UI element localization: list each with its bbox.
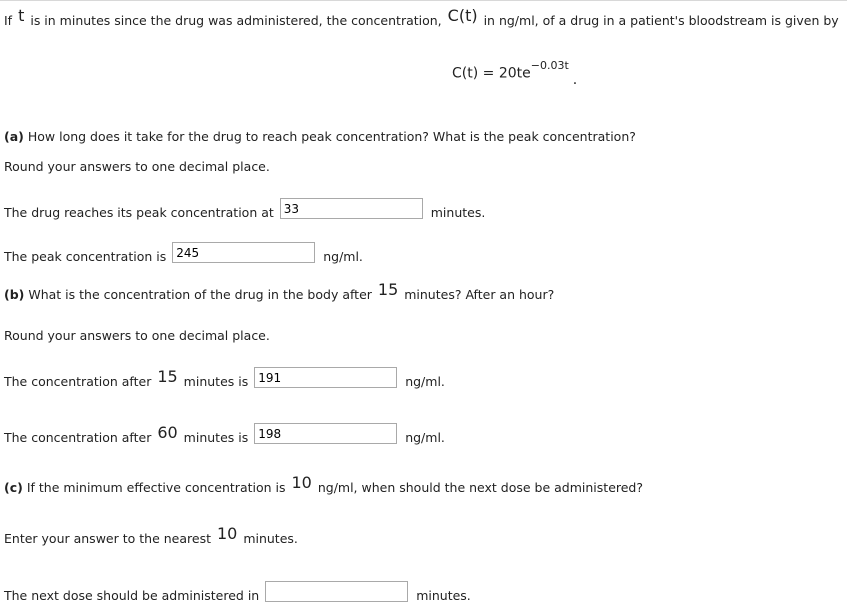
next-dose-input[interactable] xyxy=(265,581,408,602)
intro-line xyxy=(4,6,839,29)
formula-period: . xyxy=(572,71,578,88)
part-c-question-pre: If the minimum effective concentration is xyxy=(26,480,286,495)
part-b-round-note: Round your answers to one decimal place. xyxy=(4,328,270,343)
peak-time-unit: minutes. xyxy=(430,205,486,220)
part-c-question xyxy=(4,473,644,496)
part-c-label: (c) xyxy=(4,480,23,495)
intro-ct: C(t) xyxy=(447,6,478,25)
conc-15-pre: The concentration after xyxy=(4,374,152,389)
nearest-post: minutes. xyxy=(243,531,298,546)
intro-t-variable: t xyxy=(18,6,25,25)
top-divider xyxy=(0,0,847,1)
nearest-pre: Enter your answer to the nearest xyxy=(4,531,211,546)
next-dose-row xyxy=(4,586,471,607)
part-a-round-note: Round your answers to one decimal place. xyxy=(4,159,270,174)
intro-prefix: If xyxy=(4,13,13,28)
concentration-formula xyxy=(452,59,578,88)
part-b-minutes: 15 xyxy=(377,280,399,299)
part-a-question-text: How long does it take for the drug to reach peak concentration? What is the peak concentration? xyxy=(27,129,636,144)
peak-time-input[interactable] xyxy=(280,198,423,219)
formula-exponent: −0.03t xyxy=(530,59,569,72)
peak-conc-row xyxy=(4,247,363,268)
part-b-question-post: minutes? After an hour? xyxy=(404,287,555,302)
next-dose-unit: minutes. xyxy=(416,588,471,603)
part-a-label: (a) xyxy=(4,129,24,144)
formula-lhs: C(t) = 20te xyxy=(452,65,531,82)
next-dose-label: The next dose should be administered in xyxy=(4,588,260,603)
part-c-question-post: ng/ml, when should the next dose be administered? xyxy=(317,480,644,495)
peak-conc-label: The peak concentration is xyxy=(4,249,167,264)
peak-time-row xyxy=(4,203,485,224)
peak-conc-unit: ng/ml. xyxy=(323,249,363,264)
part-b-label: (b) xyxy=(4,287,25,302)
intro-text-2: in ng/ml, of a drug in a patient's bloodstream is given by xyxy=(483,13,839,28)
conc-15-row xyxy=(4,367,445,393)
conc-15-minutes: 15 xyxy=(157,367,178,386)
conc-60-unit: ng/ml. xyxy=(405,430,445,445)
peak-conc-input[interactable] xyxy=(172,242,315,263)
conc-60-pre: The concentration after xyxy=(4,430,152,445)
conc-60-input[interactable] xyxy=(254,423,397,444)
conc-60-mid: minutes is xyxy=(183,430,249,445)
part-b-question xyxy=(4,280,555,303)
nearest-value: 10 xyxy=(216,524,238,543)
part-c-min-value: 10 xyxy=(291,473,312,492)
conc-60-minutes: 60 xyxy=(157,423,178,442)
peak-time-label: The drug reaches its peak concentration at xyxy=(4,205,274,220)
conc-15-unit: ng/ml. xyxy=(405,374,445,389)
conc-15-mid: minutes is xyxy=(183,374,249,389)
conc-15-input[interactable] xyxy=(254,367,397,388)
part-b-question-pre: What is the concentration of the drug in the body after xyxy=(28,287,372,302)
part-a-question xyxy=(4,129,636,145)
intro-text-1: is in minutes since the drug was administered, the concentration, xyxy=(30,13,442,28)
conc-60-row xyxy=(4,423,445,449)
part-c-nearest-note xyxy=(4,524,298,547)
